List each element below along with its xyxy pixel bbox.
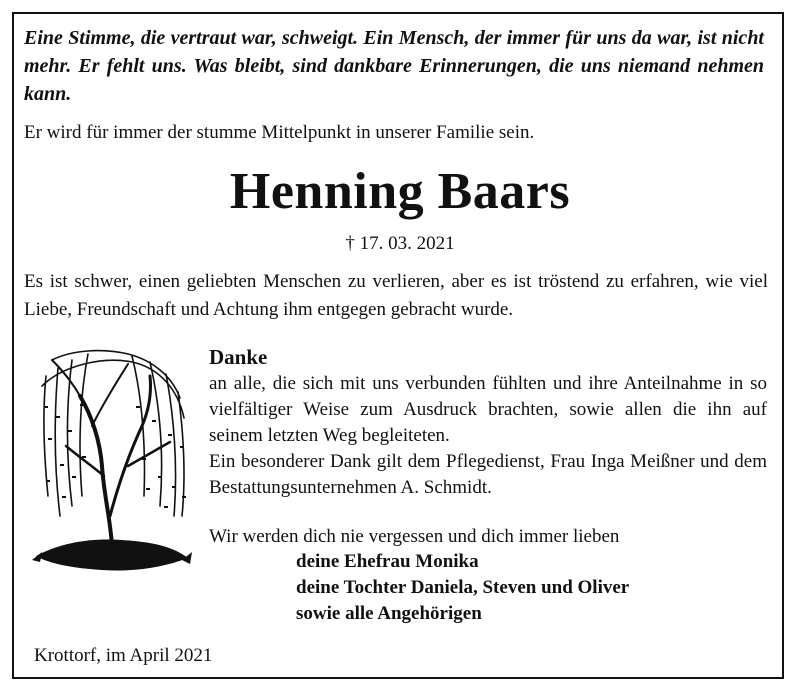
family-line: deine Ehefrau Monika <box>296 551 479 572</box>
consolation-paragraph: Es ist schwer, einen geliebten Menschen zu verlieren, aber es ist tröstend zu erfahren, wie viel Liebe, Freundschaft und Achtung ihm entgegen gebracht wurde. <box>24 271 768 320</box>
thanks-heading: Danke <box>209 345 268 369</box>
intro-line: Er wird für immer der stumme Mittelpunkt in unserer Familie sein. <box>24 122 535 143</box>
thanks-body <box>209 371 767 501</box>
thanks-text-1: an alle, die sich mit uns verbunden fühlten und ihre Anteilnahme in so vielfältiger Weise zum Ausdruck brachten, sowie allen die ihn auf seinem letzten Weg begleiteten. <box>209 373 767 446</box>
motto-quote: Eine Stimme, die vertraut war, schweigt. Ein Mensch, der immer für uns da war, ist nicht mehr. Er fehlt uns. Was bleibt, sind dankbare Erinnerungen, die uns niemand nehmen kann. <box>24 27 764 105</box>
family-line: sowie alle Angehörigen <box>296 603 482 624</box>
death-date: † 17. 03. 2021 <box>345 233 455 254</box>
closing-line: Wir werden dich nie vergessen und dich immer lieben <box>209 526 620 547</box>
family-line: deine Tochter Daniela, Steven und Oliver <box>296 577 630 598</box>
deceased-name: Henning Baars <box>229 163 571 220</box>
place-date: Krottorf, im April 2021 <box>34 645 213 666</box>
family-signatures <box>296 549 629 627</box>
weeping-willow-icon <box>32 346 192 582</box>
thanks-text-2: Ein besonderer Dank gilt dem Pflegedienst, Frau Inga Meißner und dem Bestattungsunternehmen A. Schmidt. <box>209 451 767 498</box>
